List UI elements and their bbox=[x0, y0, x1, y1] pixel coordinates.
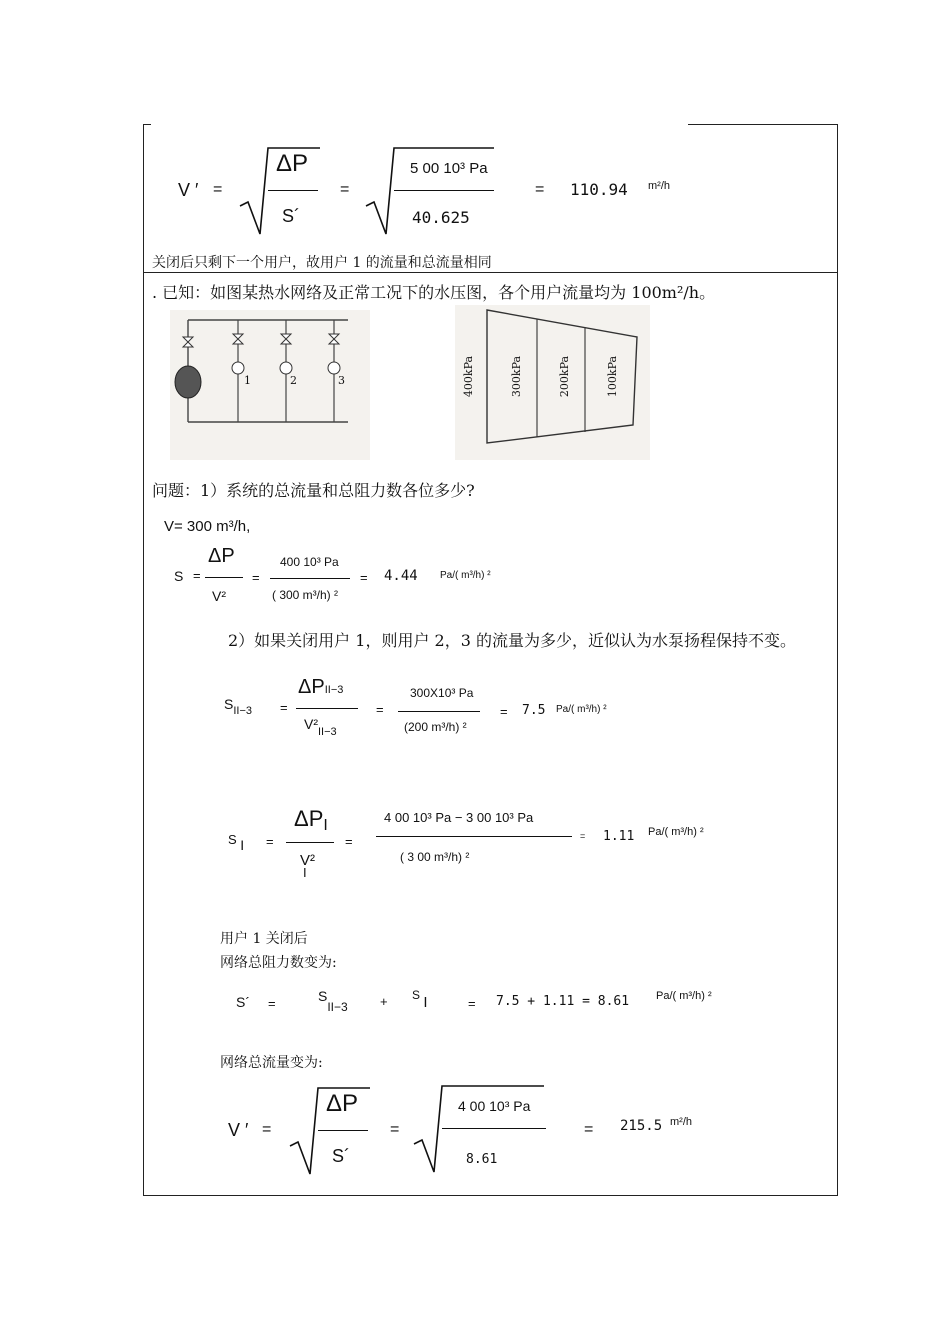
pressure-label-300: 300kPa bbox=[510, 355, 524, 398]
user-label-2: 2 bbox=[290, 374, 297, 387]
fraction-bar bbox=[268, 190, 318, 191]
numerator bbox=[298, 676, 343, 699]
s23-lhs-sub: II−3 bbox=[233, 705, 252, 717]
question-1: 问题：1）系统的总流量和总阻力数各位多少? bbox=[152, 481, 475, 500]
numerator: ΔP bbox=[208, 545, 235, 567]
fraction-bar bbox=[205, 577, 243, 578]
result-unit: Pa/( m³/h) ² bbox=[656, 990, 712, 1002]
numerator-value: 300X10³ Pa bbox=[410, 686, 474, 700]
formula-lhs: S bbox=[174, 568, 184, 584]
s1-den: V² bbox=[300, 852, 315, 869]
denominator: S´ bbox=[332, 1146, 350, 1166]
term-s23-sub: II−3 bbox=[327, 1000, 348, 1014]
result-unit: Pa/( m³/h) ² bbox=[440, 570, 491, 581]
equals-sign: = bbox=[345, 834, 353, 849]
s1-lhs: S bbox=[228, 832, 237, 847]
formula-lhs bbox=[228, 832, 244, 853]
numerator-value: 400 10³ Pa bbox=[280, 555, 339, 569]
pressure-label-400: 400kPa bbox=[462, 355, 476, 398]
term-s1-sub: I bbox=[423, 994, 428, 1011]
fraction-bar bbox=[376, 836, 572, 837]
frame-top-left-tick bbox=[143, 124, 151, 125]
denominator-value: ( 300 m³/h) ² bbox=[272, 588, 339, 602]
equals-sign: = bbox=[468, 996, 476, 1011]
equals-sign: = bbox=[268, 996, 276, 1011]
s23-den: V² bbox=[304, 716, 318, 732]
result-value: 4.44 bbox=[384, 568, 418, 584]
equals-sign: = bbox=[213, 181, 223, 198]
numerator-value: 4 00 10³ Pa bbox=[458, 1098, 531, 1114]
denominator-value: (200 m³/h) ² bbox=[404, 720, 467, 734]
numerator bbox=[294, 806, 328, 835]
fraction-bar bbox=[296, 708, 358, 709]
pressure-diagram-drawing bbox=[455, 305, 650, 460]
equals-sign: = bbox=[535, 181, 545, 198]
s23-den-sub: II−3 bbox=[318, 726, 337, 738]
pressure-label-100: 100kPa bbox=[606, 355, 620, 398]
s1-lhs-sub: I bbox=[240, 837, 245, 853]
result-unit: Pa/( m³/h) ² bbox=[556, 704, 607, 715]
equals-sign: = bbox=[390, 1121, 400, 1138]
numerator: ΔP bbox=[276, 150, 309, 177]
total-flow-value: V= 300 m³/h, bbox=[164, 518, 251, 535]
s23-num-sub: II−3 bbox=[324, 684, 344, 696]
denominator bbox=[300, 852, 315, 880]
s1-num: ΔP bbox=[294, 806, 324, 831]
numerator: ΔP bbox=[326, 1090, 359, 1117]
equals-sign: = bbox=[360, 570, 368, 585]
total-resistance-label: 网络总阻力数变为: bbox=[220, 955, 337, 971]
equals-sign: = bbox=[376, 702, 384, 717]
result-value: 215.5 bbox=[620, 1118, 663, 1134]
fraction-bar bbox=[394, 190, 494, 191]
denominator: V² bbox=[212, 588, 226, 604]
numerator-value: 4 00 10³ Pa − 3 00 10³ Pa bbox=[384, 810, 534, 825]
frame-left bbox=[143, 124, 144, 1196]
result-unit: Pa/( m³/h) ² bbox=[648, 826, 704, 838]
denominator-value: 40.625 bbox=[412, 208, 470, 227]
pressure-label-200: 200kPa bbox=[558, 355, 572, 398]
equals-sign: = bbox=[340, 181, 350, 198]
s1-num-sub: I bbox=[323, 817, 328, 834]
result-value: 7.5 bbox=[522, 703, 546, 718]
question-2: 2）如果关闭用户 1，则用户 2，3 的流量为多少，近似认为水泵扬程保持不变。 bbox=[228, 631, 796, 650]
sum-calculation: 7.5 + 1.11 = 8.61 bbox=[496, 994, 630, 1009]
s1-den-sub: I bbox=[303, 865, 307, 880]
formula-lhs: V ′ bbox=[178, 180, 199, 200]
formula-lhs bbox=[224, 696, 252, 717]
fraction-bar bbox=[318, 1130, 368, 1131]
equals-sign: = bbox=[580, 831, 586, 841]
s23-num: ΔP bbox=[298, 676, 325, 698]
result-value: 1.11 bbox=[603, 829, 635, 844]
term-s1-s: S bbox=[412, 988, 421, 1002]
equals-sign: = bbox=[280, 700, 288, 715]
frame-bottom bbox=[143, 1195, 838, 1196]
total-flow-label: 网络总流量变为: bbox=[220, 1055, 323, 1071]
equals-sign: = bbox=[262, 1121, 272, 1138]
problem-intro: . 已知：如图某热水网络及正常工况下的水压图，各个用户流量均为 100m²/h。 bbox=[152, 283, 716, 302]
denominator-value: ( 3 00 m³/h) ² bbox=[400, 850, 470, 864]
user-label-3: 3 bbox=[338, 374, 345, 387]
equals-sign: = bbox=[500, 704, 508, 719]
after-close-label: 用户 1 关闭后 bbox=[220, 931, 308, 947]
frame-top-right bbox=[688, 124, 838, 125]
fraction-bar bbox=[286, 842, 334, 843]
fraction-bar bbox=[398, 711, 480, 712]
equals-sign: = bbox=[252, 570, 260, 585]
fraction-bar bbox=[270, 578, 350, 579]
equals-sign: = bbox=[584, 1121, 594, 1138]
plus-sign: + bbox=[380, 994, 388, 1009]
formula-lhs: V ′ bbox=[228, 1120, 249, 1140]
result-unit: m²/h bbox=[670, 1116, 692, 1128]
denominator bbox=[304, 716, 337, 738]
result-value: 110.94 bbox=[570, 180, 628, 199]
term-s23 bbox=[318, 988, 348, 1014]
equals-sign: = bbox=[193, 568, 201, 583]
frame-right bbox=[837, 124, 838, 1196]
s23-lhs: S bbox=[224, 696, 234, 712]
equals-sign: = bbox=[266, 834, 274, 849]
formula-lhs: S´ bbox=[236, 994, 250, 1010]
denominator-value: 8.61 bbox=[466, 1152, 498, 1167]
close-note: 关闭后只剩下一个用户，故用户 1 的流量和总流量相同 bbox=[152, 255, 492, 271]
frame-divider bbox=[143, 272, 838, 273]
term-s1 bbox=[412, 988, 428, 1011]
denominator: S´ bbox=[282, 206, 300, 226]
term-s23-s: S bbox=[318, 988, 328, 1004]
fraction-bar bbox=[442, 1128, 546, 1129]
result-unit: m²/h bbox=[648, 180, 670, 192]
numerator-value: 5 00 10³ Pa bbox=[410, 160, 488, 177]
user-label-1: 1 bbox=[244, 374, 251, 387]
